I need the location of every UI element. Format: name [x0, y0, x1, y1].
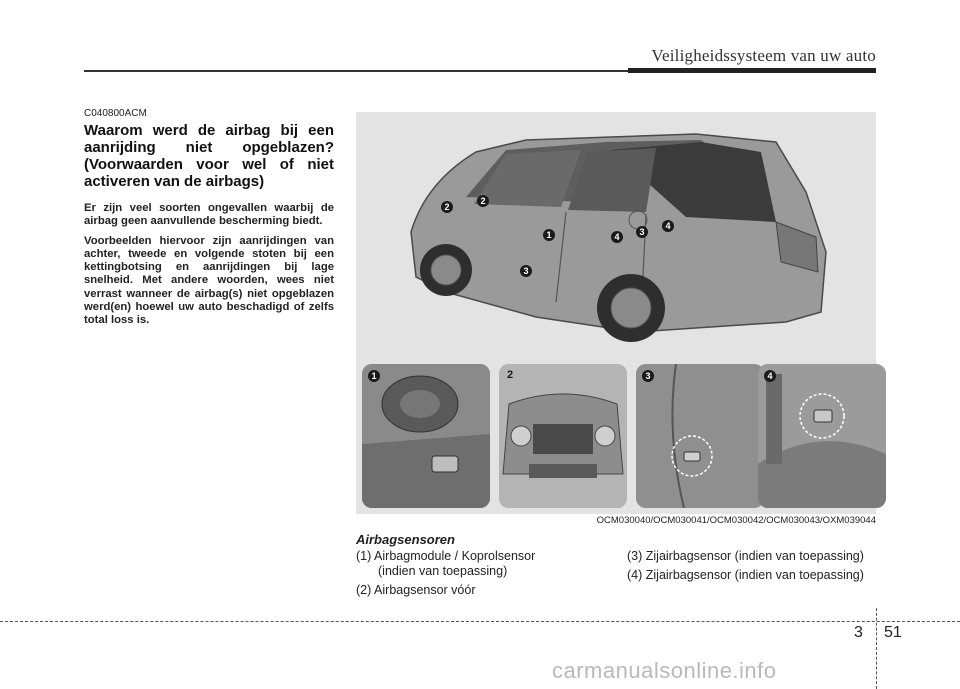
interior-illustration — [362, 364, 490, 508]
front-view-illustration — [499, 364, 627, 508]
pillar-illustration — [758, 364, 886, 508]
thumb-marker-1: 1 — [368, 370, 380, 382]
caption-title: Airbagsensoren — [356, 532, 455, 547]
page-number: 51 — [884, 624, 902, 641]
section-heading: Waarom werd de airbag bij een aanrijding niet opgeblazen? (Voorwaarden voor wel of niet activeren van de airbags) — [84, 122, 334, 190]
page-section: 3 — [854, 624, 863, 641]
footer-divider — [876, 608, 877, 689]
watermark: carmanualsonline.info — [552, 658, 777, 683]
caption-item-1-note: (indien van toepassing) — [378, 564, 508, 578]
thumbnail-side-sensor-door — [636, 364, 764, 508]
marker-4-left: 4 — [611, 231, 623, 243]
thumbnail-airbag-module — [362, 364, 490, 508]
thumb-marker-3: 3 — [642, 370, 654, 382]
airbag-sensor-figure — [356, 112, 876, 514]
thumb-marker-2: 2 — [507, 369, 514, 381]
paragraph-1: Er zijn veel soorten ongevallen waarbij de airbag geen aanvullende bescherming biedt. — [84, 202, 334, 228]
door-illustration — [636, 364, 764, 508]
header-title: Veiligheidssysteem van uw auto — [651, 46, 876, 65]
marker-3-lower: 3 — [520, 265, 532, 277]
header-rule-accent — [628, 68, 876, 73]
marker-4-right: 4 — [662, 220, 674, 232]
figure-reference: OCM030040/OCM030041/OCM030042/OCM030043/OXM039044 — [596, 515, 876, 526]
caption-item-2: (2) Airbagsensor vóór — [356, 583, 476, 597]
marker-3-right: 3 — [636, 226, 648, 238]
paragraph-2: Voorbeelden hiervoor zijn aanrijdingen van achter, tweede en volgende stoten bij een kettingbotsing en aanrijdingen bij lage snelheid. Met andere woorden, wees niet verrast wanneer de airbag(s) niet opgeblazen werd(en) hoewel uw auto beschadigd of zelfs total loss is. — [84, 234, 334, 327]
marker-2-front: 2 — [441, 201, 453, 213]
marker-2-upper: 2 — [477, 195, 489, 207]
caption-item-3: (3) Zijairbagsensor (indien van toepassing) — [627, 549, 864, 563]
section-code: C040800ACM — [84, 108, 147, 119]
thumbnail-front-sensor — [499, 364, 627, 508]
marker-1: 1 — [543, 229, 555, 241]
caption-item-1: (1) Airbagmodule / Koprolsensor — [356, 549, 536, 563]
text-column — [84, 108, 334, 334]
footer-rule — [0, 621, 960, 622]
thumb-marker-4: 4 — [764, 370, 776, 382]
thumbnail-side-sensor-pillar — [758, 364, 886, 508]
caption-item-4: (4) Zijairbagsensor (indien van toepassing) — [627, 568, 864, 582]
